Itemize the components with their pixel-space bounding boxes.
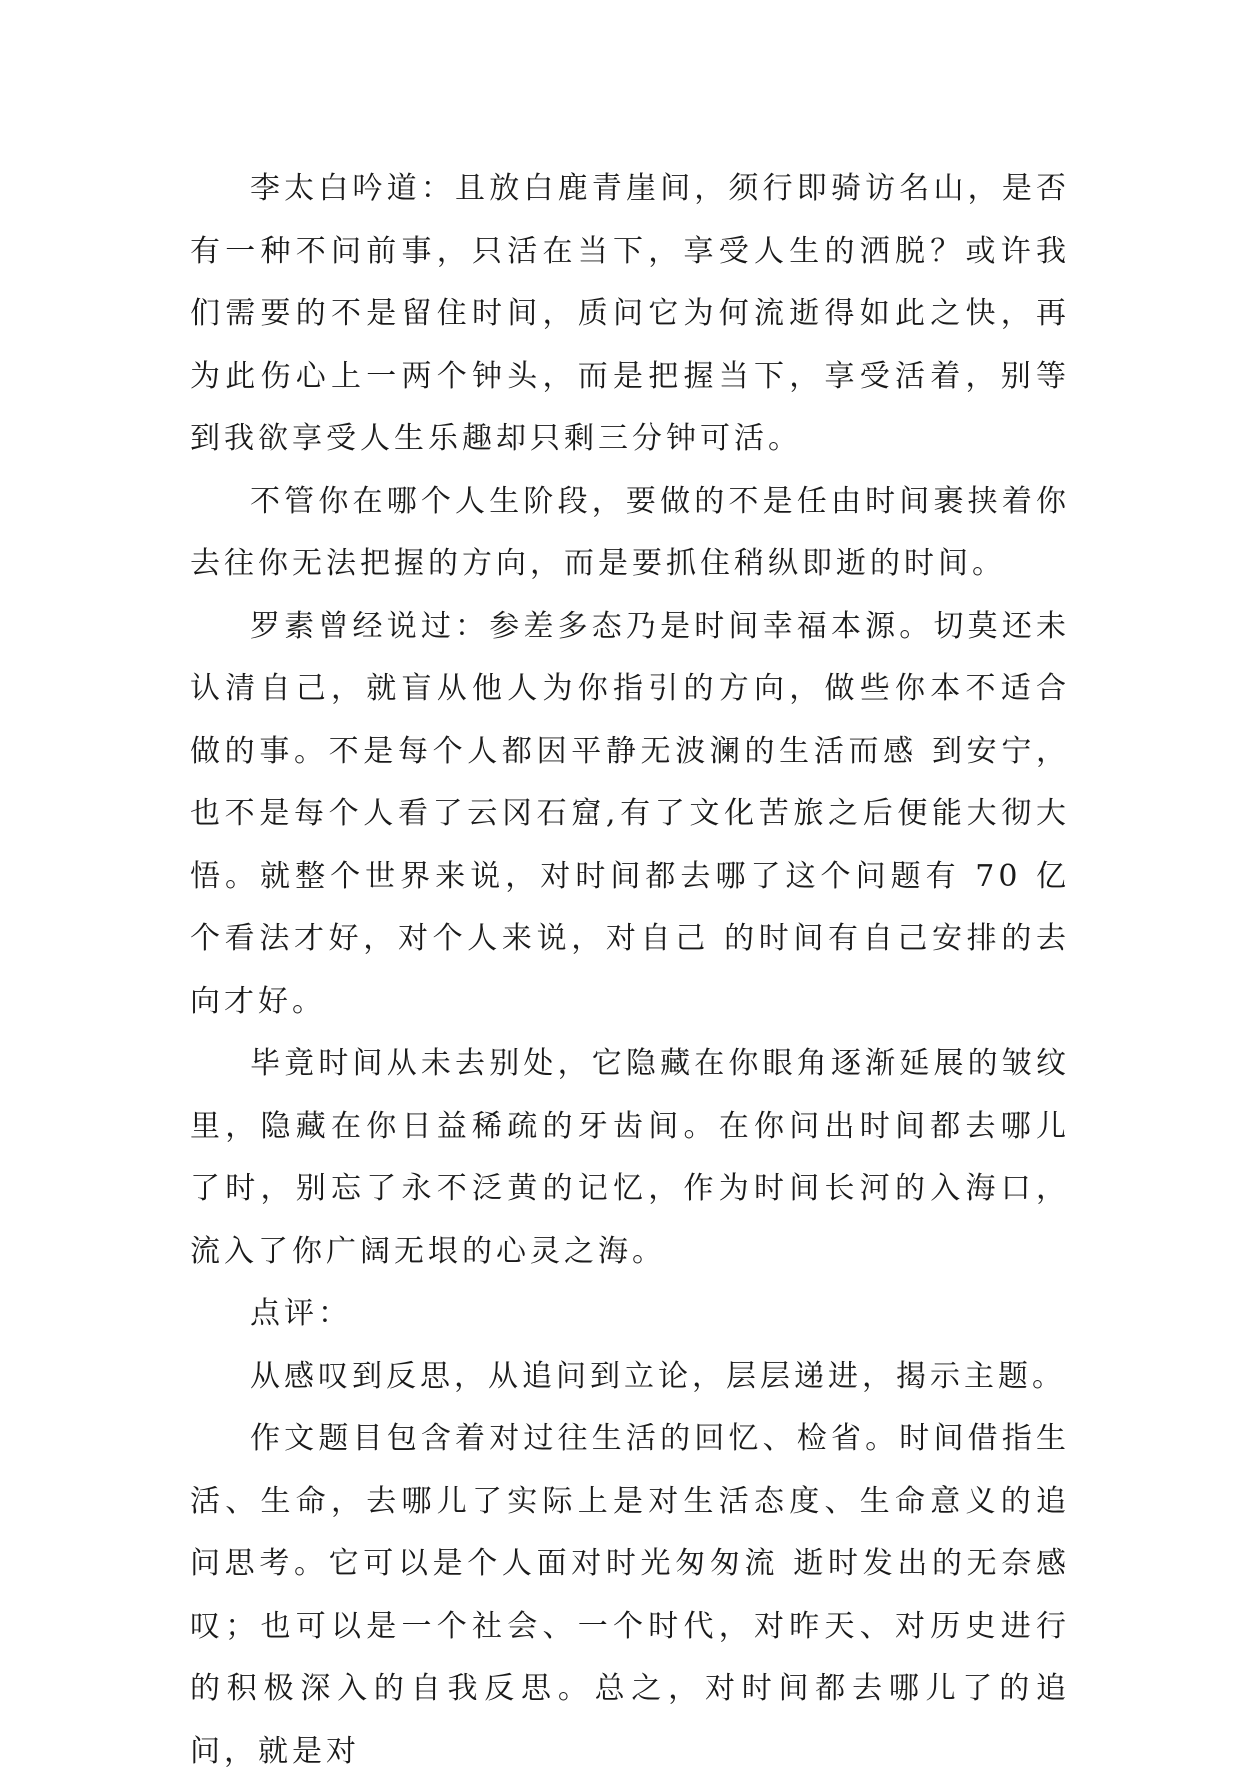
commentary-summary: 从感叹到反思，从追问到立论，层层递进，揭示主题。 [250,1358,1066,1394]
paragraph-time-hidden: 毕竟时间从未去别处，它隐藏在你眼角逐渐延展的皱纹里，隐藏在你日益稀疏的牙齿间。在你问出时间都去哪儿了时，别忘了永不泛黄的记忆，作为时间长河的入海口，流入了你广阔无垠的心灵之海。 [190,1046,1070,1269]
commentary-heading: 点评： [250,1296,352,1331]
document-body [190,158,1070,1783]
paragraph-russell: 罗素曾经说过：参差多态乃是时间幸福本源。切莫还未认清自己，就盲从他人为你指引的方向，做些你本不适合做的事。不是每个人都因平静无波澜的生活而感 到安宁，也不是每个人看了云冈石窟,有了文化苦旅之后便能大彻大悟。就整个世界来说，对时间都去哪了这个问题有 70 亿个看法才好，对个人来说，对自己 的时间有自己安排的去向才好。 [190,608,1070,1019]
commentary-body: 作文题目包含着对过往生活的回忆、检省。时间借指生活、生命，去哪儿了实际上是对生活态度、生命意义的追问思考。它可以是个人面对时光匆匆流 逝时发出的无奈感叹；也可以是一个社会、一个时代，对昨天、对历史进行的积极深入的自我反思。总之，对时间都去哪儿了的追问，就是对 [190,1421,1070,1769]
paragraph-li-taibai: 李太白吟道：且放白鹿青崖间，须行即骑访名山，是否有一种不问前事，只活在当下，享受人生的洒脱？或许我们需要的不是留住时间，质问它为何流逝得如此之快，再为此伤心上一两个钟头，而是把握当下，享受活着，别等到我欲享受人生乐趣却只剩三分钟可活。 [190,171,1070,456]
paragraph-life-stage: 不管你在哪个人生阶段，要做的不是任由时间裹挟着你去往你无法把握的方向，而是要抓住稍纵即逝的时间。 [190,483,1070,581]
